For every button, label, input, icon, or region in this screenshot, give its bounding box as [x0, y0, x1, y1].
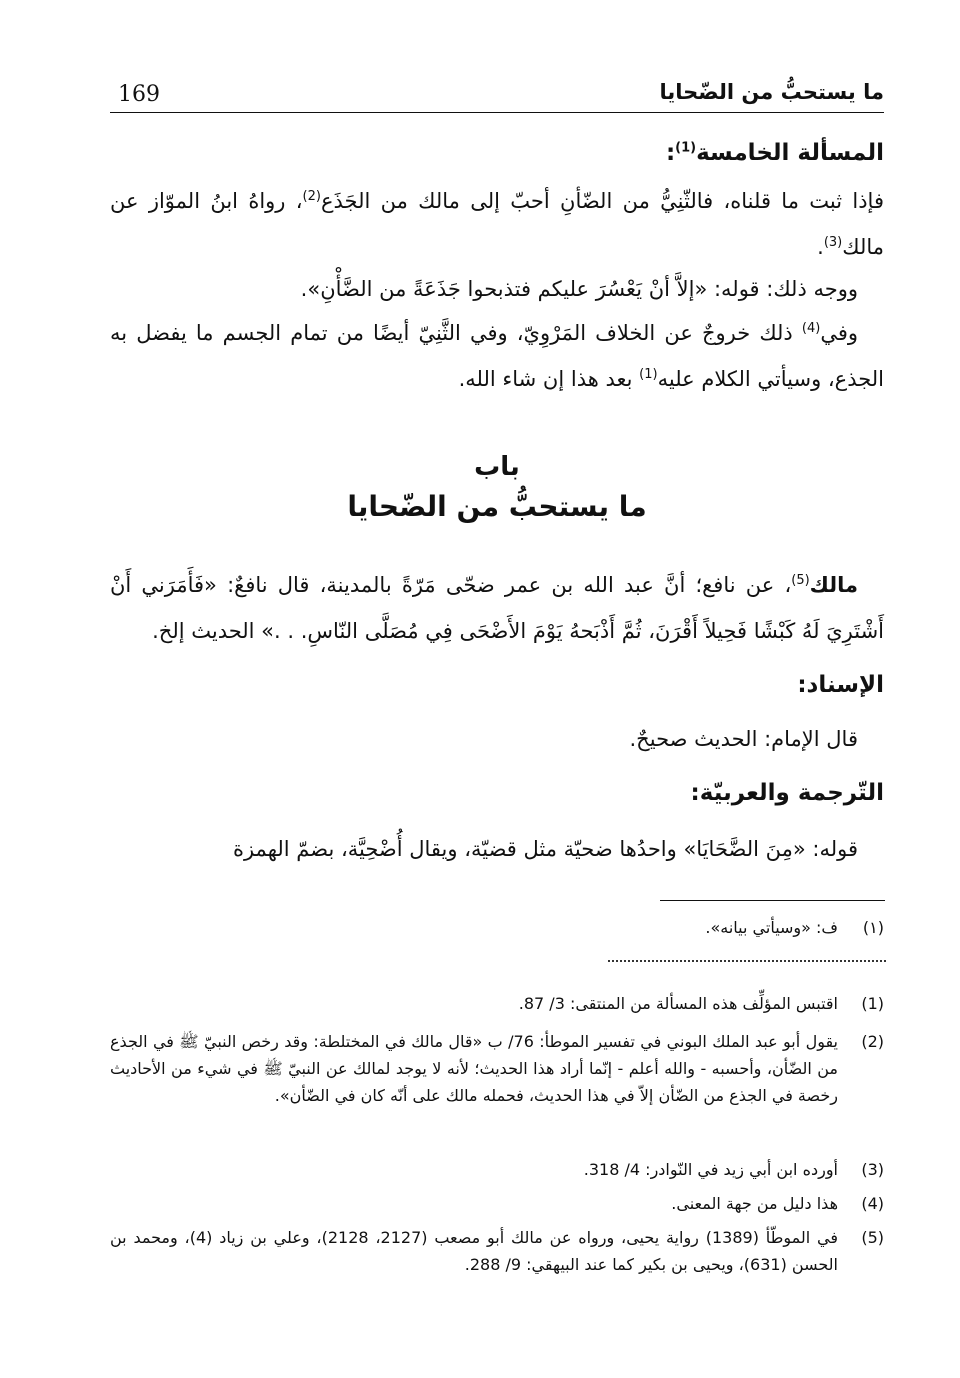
- section-paragraph-3: [110, 310, 884, 402]
- footnote-ref: (3): [823, 235, 843, 250]
- footnote-separator: [660, 900, 885, 901]
- paragraph-text: ذلك خروجٌ عن الخلاف المَرْوِيّ، وفي الثَّنِيّ أيضًا من تمام الجسم ما يفضل به الجذع، وسيأتي الكلام عليه: [110, 321, 884, 391]
- running-title: ما يستحبُّ من الضّحايا: [659, 80, 884, 104]
- page-number: 169: [118, 82, 160, 107]
- footnote-4: [110, 1190, 884, 1217]
- hadith-paragraph: [110, 562, 884, 654]
- footnote-text: هذا دليل من جهة المعنى.: [671, 1194, 838, 1213]
- footnote-text: أورده ابن أبي زيد في النّوادر: 4/ 318.: [583, 1160, 838, 1179]
- translation-text: قوله: «مِنَ الضَّحَايَا» واحدُها ضحيّة مثل قضيّة، ويقال أُضْحِيَّة، بضمّ الهمزة: [232, 837, 858, 861]
- paragraph-text: بعد هذا إن شاء الله.: [458, 367, 640, 391]
- heading-colon: :: [665, 140, 676, 166]
- footnote-number: (2): [861, 1032, 884, 1051]
- narrator-name: مالك: [809, 573, 858, 597]
- footnote-number: (١): [862, 918, 884, 937]
- footnote-ref: (4): [801, 321, 821, 336]
- footnote-text: اقتبس المؤلِّف هذه المسألة من المنتقى: 3/ 87.: [518, 994, 838, 1013]
- footnote-2: [110, 1028, 884, 1109]
- footnote-number: (3): [861, 1160, 884, 1179]
- footnote-ref: (2): [302, 189, 321, 204]
- footnote-3: [110, 1156, 884, 1183]
- section-title: المسألة الخامسة: [696, 140, 884, 166]
- paragraph-text: ، عن نافع؛ أنَّ عبد الله بن عمر ضحّى مَرّةً بالمدينة، قال نافعٌ: «فَأَمَرَني أَنْ أَشْتَرِيَ لَهُ كَبْشًا فَحِيلاً أَقْرَنَ، ثُمَّ أَذْبَحهُ يَوْمَ الأَضْحَى فِي مُصَلَّى النّاسِ. . .» الحديث إلخ.: [110, 573, 884, 643]
- footnote-number: (4): [861, 1194, 884, 1213]
- page-header: [110, 78, 884, 113]
- footnote-5: [110, 1224, 884, 1278]
- paragraph-text: وفي: [820, 321, 858, 345]
- chapter-title: ما يستحبُّ من الضّحايا: [347, 490, 647, 523]
- dotted-divider: [608, 960, 886, 962]
- footnote-ref: (5): [791, 573, 810, 588]
- footnote-text: في الموطّأ (1389) رواية يحيى، ورواه عن مالك أبو مصعب (2127، 2128)، وعلي بن زياد (4)، ومحمد بن الحسن (631)، ويحيى بن بكير كما عند البيهقي: 9/ 288.: [110, 1228, 839, 1274]
- footnote-1: [110, 990, 884, 1017]
- translation-heading: التّرجمة والعربيّة:: [690, 780, 884, 806]
- footnote-number: (5): [861, 1228, 884, 1247]
- footnote-ref: (1): [675, 140, 697, 156]
- footnote-number: (1): [861, 994, 884, 1013]
- footnote-text: يقول أبو عبد الملك البوني في تفسير الموطأ: 76/ ب «قال مالك في المختلطة: وقد رخص النبيّ ﷺ في الجذع من الضّأن، وأحسبه - والله أعلم - إنّما أراد هذا الحديث؛ لأنه لا يوجد لمالك عن النبيّ ﷺ في شيء من الأحاديث رخصة في الجذع من الضّأن إلاّ في هذا الحديث، فحمله مالك على أنّه كان في الضّأن».: [110, 1032, 839, 1105]
- paragraph-text: .: [817, 235, 824, 259]
- section-paragraph-1: [110, 178, 884, 270]
- section-paragraph-2: ووجه ذلك: قوله: «إلاَّ أنْ يَعْسُرَ عليكم فتذبحوا جَذَعَةً من الضَّأْنِ».: [300, 277, 858, 301]
- paragraph-text: فإذا ثبت ما قلناه، فالثّنِيُّ من الضّأنِ أحبّ إلى مالك من الجَذَع: [320, 189, 884, 213]
- isnad-text: قال الإمام: الحديث صحيحٌ.: [629, 727, 858, 751]
- isnad-heading: الإسناد:: [797, 672, 884, 698]
- footnote-ref: (1): [639, 367, 658, 382]
- editor-footnote: [110, 914, 884, 941]
- footnote-text: ف: «وسيأتي بيانه».: [705, 918, 838, 937]
- section-heading: [110, 140, 884, 166]
- chapter-label: باب: [474, 452, 520, 482]
- paragraph-text: ، رواهُ ابنُ الموّاز عن مالك: [110, 189, 884, 259]
